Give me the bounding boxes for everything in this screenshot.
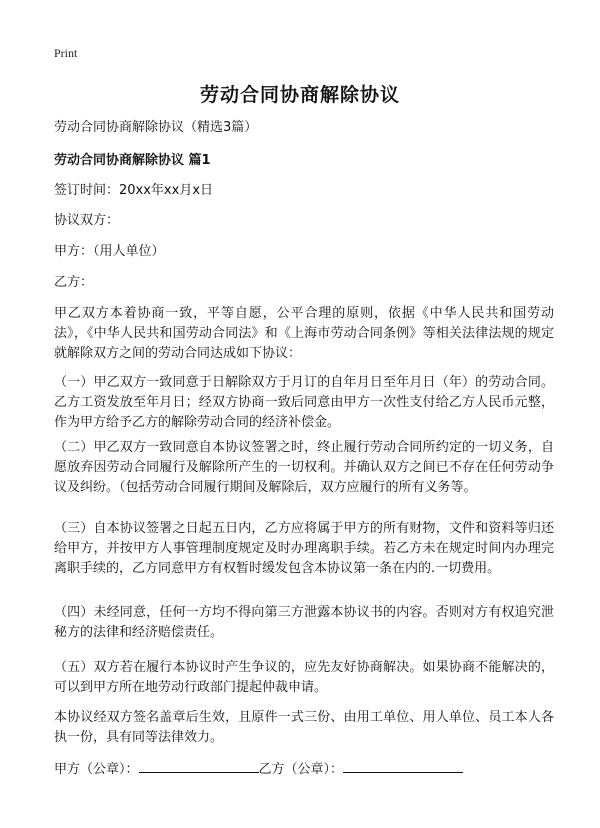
sign-b-blank — [343, 758, 463, 773]
clause-1: （一）甲乙双方一致同意于日解除双方于月订的自年月日至年月日（年）的劳动合同。乙方工资发放至年月日；经双方协商一致后同意由甲方一次性支付给乙方人民币元整，作为甲方给予乙方的解除劳动合同的经济补偿金。 — [54, 375, 554, 430]
effect-paragraph: 本协议经双方签名盖章后生效，且原件一式三份、由用工单位、用人单位、员工本人各执一份，具有同等法律效力。 — [54, 710, 554, 745]
signature-line — [54, 758, 554, 780]
print-label: Print — [54, 46, 78, 60]
party-a: 甲方：（用人单位） — [54, 244, 165, 259]
clause-3: （三）自本协议签署之日起五日内，乙方应将属于甲方的所有财物，文件和资料等归还给甲方，并按甲方人事管理制度规定及时办理离职手续。若乙方未在规定时间内办理完离职手续的，乙方同意甲方有权暂时缓发包含本协议第一条在内的.一切费用。 — [54, 521, 554, 576]
document-title: 劳动合同协商解除协议 — [199, 84, 400, 106]
sign-b-label: 乙方（公章）： — [258, 762, 344, 777]
sign-a-label: 甲方（公章）： — [54, 762, 139, 777]
clause-2: （二）甲乙双方一致同意自本协议签署之时，终止履行劳动合同所约定的一切义务，自愿放弃因劳动合同履行及解除所产生的一切权利。并确认双方之间已不存在任何劳动争议及纠纷。（包括劳动合同履行期间及解除后，双方应履行的所有义务等。 — [54, 440, 554, 495]
clause-4: （四）未经同意，任何一方均不得向第三方泄露本协议书的内容。否则对方有权追究泄秘方的法律和经济赔偿责任。 — [54, 605, 554, 640]
sign-time: 签订时间：20xx年xx月x日 — [54, 183, 214, 198]
clause-5: （五）双方若在履行本协议时产生争议的，应先友好协商解决。如果协商不能解决的，可以到甲方所在地劳动行政部门提起仲裁申请。 — [54, 660, 554, 695]
party-b: 乙方： — [54, 275, 94, 290]
parties-label: 协议双方： — [54, 213, 120, 228]
document-subtitle: 劳动合同协商解除协议（精选3篇） — [54, 120, 258, 135]
section-heading: 劳动合同协商解除协议 篇1 — [54, 153, 211, 168]
sign-a-blank — [139, 758, 259, 773]
intro-paragraph: 甲乙双方本着协商一致，平等自愿，公平合理的原则，依据《中华人民共和国劳动法》，《中华人民共和国劳动合同法》和《上海市劳动合同条例》等相关法律法规的规定就解除双方之间的劳动合同达成如下协议： — [54, 306, 554, 361]
